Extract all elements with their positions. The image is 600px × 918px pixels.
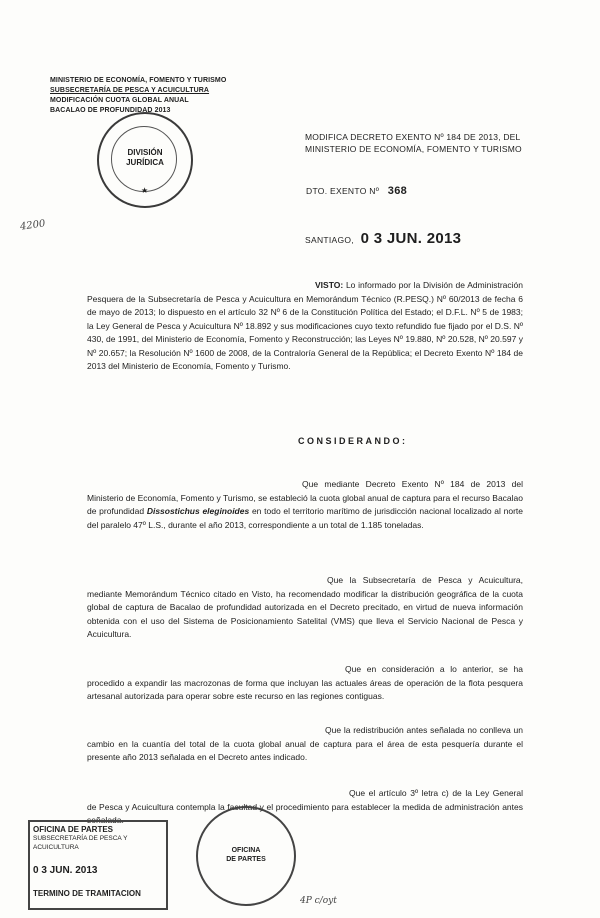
p5-text: Que el artículo 3º letra c) de la Ley General de Pesca y Acuicultura contempla la facultad y el procedimiento para establecer la medida de administración antes señalada. (87, 788, 523, 825)
circular-stamp (196, 806, 296, 906)
stamp-date: 0 3 JUN. 2013 (33, 865, 98, 876)
visto-label: VISTO: (315, 280, 344, 290)
p2-text: Que la Subsecretaría de Pesca y Acuicultura, mediante Memorándum Técnico citado en Visto, ha recomendado modificar la distribución geográfica de la cuota global de captura de Bacalao de profundidad autorizada en el Decreto precitado, en virtud de nueva información obtenida con el uso del Sistema de Posicionamiento Satelital (VMS) que lleva el Servicio Nacional de Pesca y Acuicultura. (87, 575, 523, 639)
considerando-paragraph-3 (87, 663, 523, 704)
considerando-title: CONSIDERANDO: (298, 436, 408, 446)
seal-line-juridica: JURÍDICA (126, 158, 164, 167)
header-line-species: BACALAO DE PROFUNDIDAD 2013 (50, 107, 171, 114)
star-icon: ★ (141, 186, 149, 195)
circular-stamp-line-1: OFICINA (231, 847, 261, 854)
considerando-paragraph-4 (87, 724, 523, 765)
seal-line-division: DIVISIÓN (127, 148, 163, 157)
p1-species-name: Dissostichus eleginoides (146, 506, 250, 516)
date-place: SANTIAGO, (305, 235, 354, 245)
visto-text: Lo informado por la División de Administración Pesquera de la Subsecretaría de Pesca y Acuicultura en Memorándum Técnico (R.PESQ.) Nº 60/2013 de fecha 6 de mayo de 2013; lo dispuesto en el artículo 32 Nº 6 de la Constitución Política del Estado; el D.F.L. Nº 5 de 1983; la Ley General de Pesca y Acuicultura Nº 18.892 y sus modificaciones cuyo texto refundido fue fijado por el D.S. Nº 430, de 1991, del Ministerio de Economía, Fomento y Reconstrucción; las Leyes Nº 19.880, Nº 20.528, Nº 20.597 y Nº 20.657; la Resolución Nº 1600 de 2008, de la Contraloría General de la República; el Decreto Exento Nº 184 de 2013 del Ministerio de Economía, Fomento y Turismo. (87, 280, 523, 371)
stamp-footer: TERMINO DE TRAMITACION (33, 889, 141, 898)
date-value: 0 3 JUN. 2013 (360, 230, 462, 247)
p4-text: Que la redistribución antes señalada no conlleva un cambio en la cuantía del total de la cuota global anual de captura para el área de esta pesquería durante el presente año 2013 señalada en el Decreto antes indicado. (87, 725, 523, 762)
circular-stamp-text (198, 846, 294, 864)
header-line-subject: MODIFICACIÓN CUOTA GLOBAL ANUAL (50, 97, 189, 104)
decree-reference (305, 131, 522, 155)
visto-paragraph (87, 279, 523, 374)
ministry-header (50, 76, 226, 116)
oficina-partes-stamp (28, 820, 168, 910)
reference-line-2: MINISTERIO DE ECONOMÍA, FOMENTO Y TURISMO (305, 144, 522, 154)
reference-line-1: MODIFICA DECRETO EXENTO Nº 184 DE 2013, DEL (305, 132, 521, 142)
signature-note: 4P c/oyt (300, 896, 337, 906)
decree-date (305, 230, 461, 247)
considerando-paragraph-1 (87, 478, 523, 532)
stamp-title: OFICINA DE PARTES (33, 825, 114, 834)
decree-number (306, 185, 407, 197)
circular-stamp-line-2: DE PARTES (226, 856, 266, 863)
header-line-ministry: MINISTERIO DE ECONOMÍA, FOMENTO Y TURISMO (50, 77, 227, 84)
p1-text-before: Que mediante Decreto Exento Nº 184 de 2013 del Ministerio de Economía, Fomento y Turismo, se estableció la cuota global anual de captura para el recurso Bacalao de profundidad (87, 479, 523, 516)
considerando-paragraph-2 (87, 574, 523, 642)
p3-text: Que en consideración a lo anterior, se ha procedido a expandir las macrozonas de forma que incluyan las actuales áreas de operación de la flota pesquera artesanal autorizada para operar sobre este recurso en las regiones contiguas. (87, 664, 523, 701)
stamp-subsecretaria: SUBSECRETARÍA DE PESCA Y ACUICULTURA (33, 835, 128, 851)
decree-number-label: DTO. EXENTO Nº (306, 186, 380, 196)
p1-text-after: en todo el territorio marítimo de jurisdicción nacional localizado al norte del paralelo 47º L.S., durante el año 2013, correspondiente a un total de 1.185 toneladas. (87, 506, 523, 530)
decree-number-value: 368 (387, 185, 408, 197)
division-juridica-seal (97, 112, 193, 208)
handwritten-note: 4200 (19, 218, 47, 233)
seal-text (99, 148, 191, 168)
header-line-subsecretaria: SUBSECRETARÍA DE PESCA Y ACUICULTURA (50, 87, 210, 94)
